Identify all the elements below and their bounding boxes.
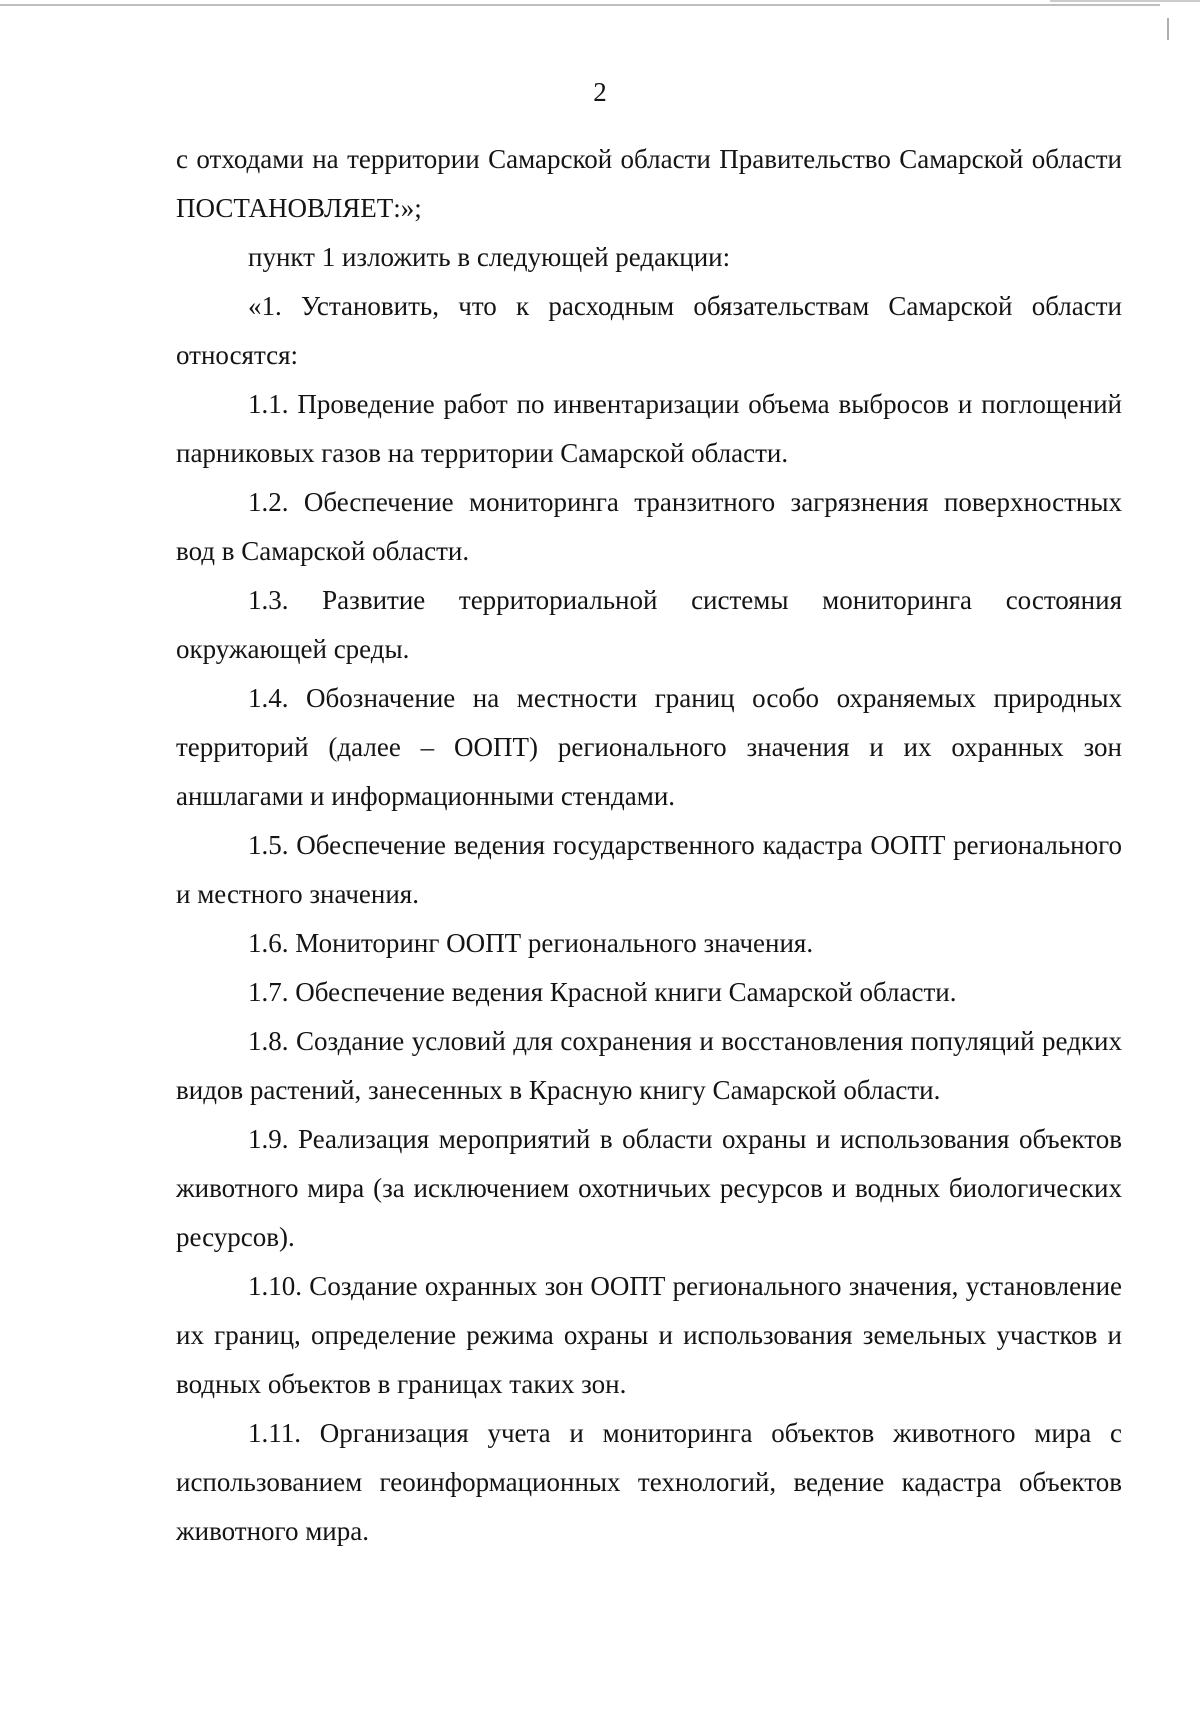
paragraph: 1.11. Организация учета и мониторинга объектов животного мира с использованием геоинформационных технологий, ведение кадастра объектов животного мира.: [176, 1418, 1122, 1546]
paragraph: 1.8. Создание условий для сохранения и восстановления популяций редких видов растений, занесенных в Красную книгу Самарской области.: [176, 1026, 1122, 1105]
paragraph: 1.5. Обеспечение ведения государственного кадастра ООПТ регионального и местного значения.: [176, 830, 1122, 909]
paragraph: 1.2. Обеспечение мониторинга транзитного загрязнения поверхностных вод в Самарской области.: [176, 487, 1122, 566]
paragraph: 1.1. Проведение работ по инвентаризации объема выбросов и поглощений парниковых газов на территории Самарской области.: [176, 389, 1122, 468]
scan-edge-line: [0, 4, 1160, 6]
paragraph: 1.10. Создание охранных зон ООПТ регионального значения, установление их границ, определение режима охраны и использования земельных участков и водных объектов в границах таких зон.: [176, 1271, 1122, 1399]
scan-edge-line: [1050, 0, 1200, 2]
document-body: [176, 135, 1122, 1556]
paragraph: 1.4. Обозначение на местности границ особо охраняемых природных территорий (далее – ООПТ) регионального значения и их охранных зон аншлагами и информационными стендами.: [176, 683, 1122, 811]
paragraph: 1.3. Развитие территориальной системы мониторинга состояния окружающей среды.: [176, 585, 1122, 664]
paragraph: «1. Установить, что к расходным обязательствам Самарской области относятся:: [176, 291, 1122, 370]
paragraph: 1.7. Обеспечение ведения Красной книги Самарской области.: [248, 977, 957, 1007]
paragraph: с отходами на территории Самарской области Правительство Самарской области ПОСТАНОВЛЯЕТ:»;: [176, 144, 1122, 223]
paragraph: 1.6. Мониторинг ООПТ регионального значения.: [248, 928, 814, 958]
paragraph: 1.9. Реализация мероприятий в области охраны и использования объектов животного мира (за исключением охотничьих ресурсов и водных биологических ресурсов).: [176, 1124, 1122, 1252]
scan-edge-mark: [1167, 18, 1169, 40]
page-number: 2: [593, 77, 607, 107]
paragraph: пункт 1 изложить в следующей редакции:: [248, 242, 731, 272]
